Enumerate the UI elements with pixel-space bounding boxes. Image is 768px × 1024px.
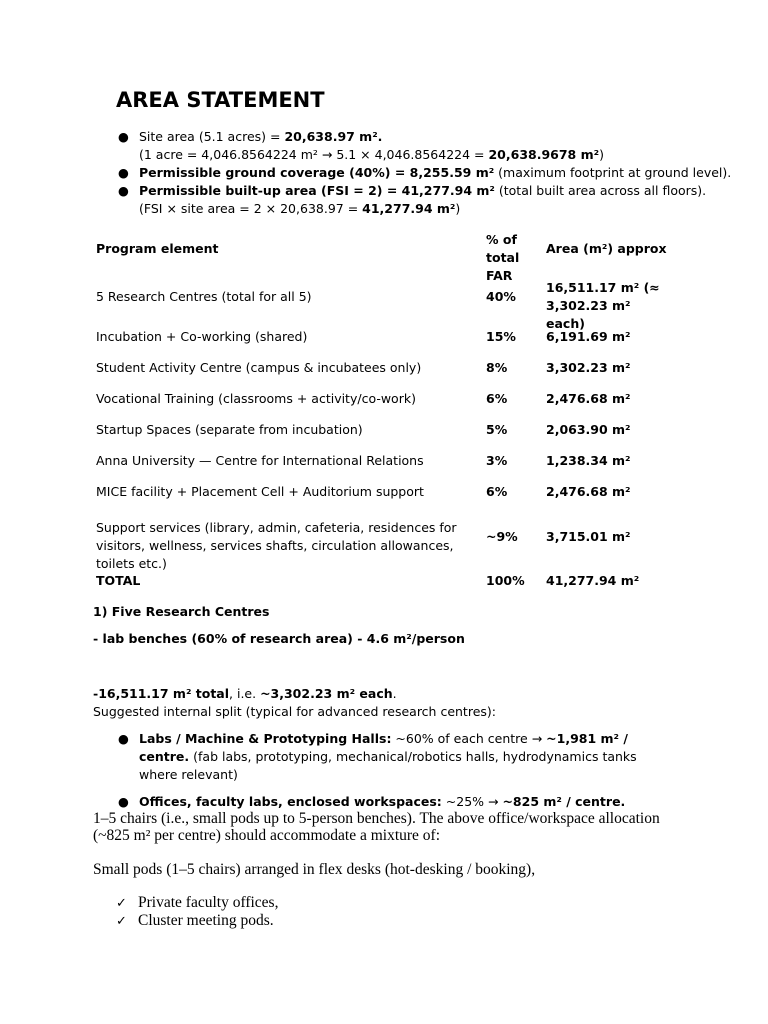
bullet-icon: ●: [118, 165, 129, 180]
bullet-icon: ●: [118, 731, 129, 746]
document-page: AREA STATEMENT ● Site area (5.1 acres) = 20,638.97 m². (1 acre = 4,046.8564224 m² → 5.1 × 4,046.8564224 = 20,638.9678 m²) ● Permissible ground coverage (40%) = 8,255.59 m² (maximum footprint at ground level). ● Permissible built-up area (FSI = 2) = 41,277.94 m² (total built area across all floors). (FSI × site area = 2 × 20,638.97 = 41,277.94 m²) Program element % of total FAR Area (m²) approx 5 Research Centres (total for all 5) 40% 16,511.17 m² (≈ 3,302.23 m² each) Incubation + Co-working (shared) 15% 6,191.69 m² Student Activity Centre (campus & incubatees only) 8% 3,302.23 m² Vocational Training (classrooms + activity/co-work) 6% 2,476.68 m² Startup Spaces (separate from incubation) 5% 2,063.90 m² Anna University — Centre for International Relations 3% 1,238.34 m² MICE facility + Placement Cell + Auditorium support 6% 2,476.68 m² Support services (library, admin, cafeteria, residences for visitors, wellness, services shafts, circulation allowances, toilets etc.) ~9% 3,715.01 m² TOTAL 100% 41,277.94 m² 1) Five Research Centres - lab benches (60% of research area) - 4.6 m²/person -16,511.17 m² total, i.e. ~3,302.23 m² each. Suggested internal split (typical for advanced research centres): ● Labs / Machine & Prototyping Halls: ~60% of each centre → ~1,981 m² / centre. (fab labs, prototyping, mechanical/robotics halls, hydrodynamics tanks where relevant) ● Offices, faculty labs, enclosed workspaces: ~25% → ~825 m² / centre. 1–5 chairs (i.e., small pods up to 5-person benches). The above office/workspace allocation (~825 m² per centre) should accommodate a mixture of: Small pods (1–5 chairs) arranged in flex desks (hot-desking / booking), ✓ Private faculty offices, ✓ Cluster meeting pods.: [93, 88, 732, 929]
site-area-calc: (1 acre = 4,046.8564224 m² → 5.1 × 4,046.8564224 = 20,638.9678 m²): [139, 147, 605, 162]
list-item-site-area: [116, 128, 731, 164]
list-item-ground-coverage: ● Permissible ground coverage (40%) = 8,255.59 m² (maximum footprint at ground level).: [118, 165, 732, 180]
checklist-item: ✓ Cluster meeting pods.: [116, 912, 274, 929]
research-total-line: -16,511.17 m² total, i.e. ~3,302.23 m² each.: [93, 686, 397, 701]
header-area: Area (m²) approx: [546, 241, 667, 256]
list-item-built-up-area: ● Permissible built-up area (FSI = 2) = 41,277.94 m² (total built area across all floors). (FSI × site area = 2 × 20,638.97 = 41,277.94 m²): [118, 183, 707, 216]
section-heading-research-centres: 1) Five Research Centres: [93, 604, 270, 619]
header-percent-far: % of total FAR: [486, 232, 520, 283]
area-bullet-list: [116, 128, 731, 218]
site-area-text: Site area (5.1 acres) = 20,638.97 m².: [139, 129, 383, 144]
small-pods-paragraph: Small pods (1–5 chairs) arranged in flex desks (hot-desking / booking),: [93, 861, 536, 878]
split-bullet-list: [116, 730, 676, 811]
lab-benches-line: - lab benches (60% of research area) - 4.6 m²/person: [93, 631, 465, 646]
checkmark-icon: ✓: [116, 913, 127, 928]
list-item-labs: ● Labs / Machine & Prototyping Halls: ~60% of each centre → ~1,981 m² / centre. (fab labs, prototyping, mechanical/robotics halls, hydrodynamics tanks where relevant): [118, 731, 637, 782]
bullet-icon: ●: [118, 129, 129, 144]
list-item-offices: ● Offices, faculty labs, enclosed workspaces: ~25% → ~825 m² / centre.: [118, 794, 626, 809]
checklist-item: ✓ Private faculty offices,: [116, 894, 279, 911]
checkmark-icon: ✓: [116, 895, 127, 910]
page-title: AREA STATEMENT: [116, 88, 325, 112]
office-allocation-paragraph: 1–5 chairs (i.e., small pods up to 5-person benches). The above office/workspace allocation (~825 m² per centre) should accommodate a mixture of:: [93, 810, 660, 844]
bullet-icon: ●: [118, 794, 129, 809]
built-up-calc: (FSI × site area = 2 × 20,638.97 = 41,277.94 m²): [139, 201, 461, 216]
split-intro: Suggested internal split (typical for advanced research centres):: [93, 704, 496, 719]
checklist: [116, 894, 278, 930]
bullet-icon: ●: [118, 183, 129, 198]
header-program-element: Program element: [96, 241, 219, 256]
